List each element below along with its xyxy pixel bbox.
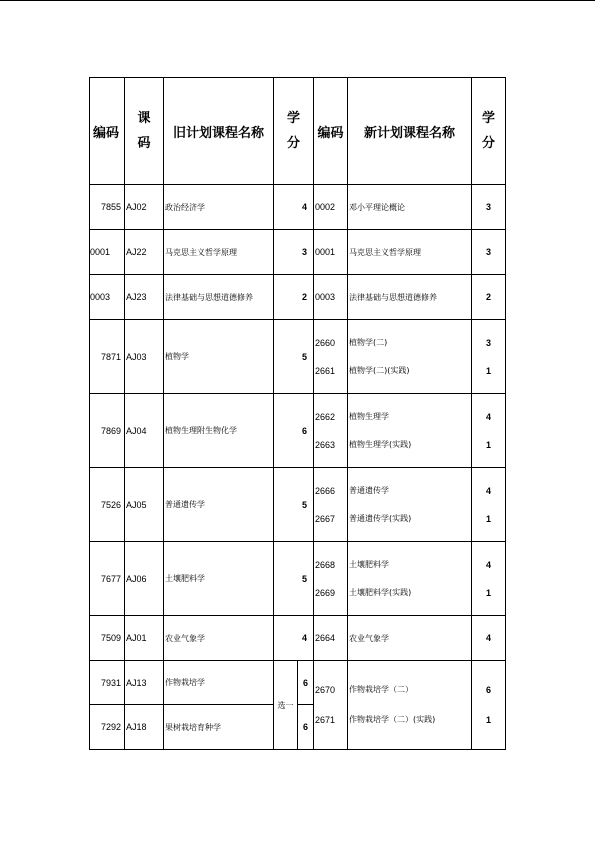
new-code-cell-1: 2667 <box>315 513 336 524</box>
header-course-code <box>125 78 164 185</box>
new-code-cell-0: 2668 <box>315 559 336 570</box>
new-credit-cell-1: 1 <box>486 715 492 725</box>
new-code-cell <box>314 185 348 230</box>
old-name-cell: 农业气象学 <box>164 616 274 661</box>
new-code-cell-0: 0003 <box>315 292 336 302</box>
new-code-cell <box>314 616 348 661</box>
header-new-name: 新计划课程名称 <box>348 78 472 185</box>
new-credit-cell-0: 4 <box>486 559 492 570</box>
new-name-cell-1: 普通遗传学(实践) <box>349 513 412 523</box>
old-code-cell: 7292 <box>90 705 125 750</box>
new-name-cell-0: 植物生理学 <box>349 411 390 421</box>
new-name-cell-1: 土壤肥料学(实践) <box>349 587 412 597</box>
new-name-cell <box>348 468 472 542</box>
table-row <box>90 320 506 394</box>
new-name-cell-1: 植物生理学(实践) <box>349 439 412 449</box>
new-name-cell <box>348 394 472 468</box>
table-row <box>90 542 506 616</box>
new-name-cell-0: 植物学(二) <box>349 337 388 347</box>
new-code-cell-1: 2663 <box>315 439 336 450</box>
course-code-cell: AJ18 <box>125 705 164 750</box>
new-credit-cell-0: 2 <box>486 292 492 302</box>
old-name-cell: 作物栽培学 <box>164 661 274 705</box>
old-credit-cell: 6 <box>298 661 314 705</box>
new-code-cell-0: 2662 <box>315 411 336 422</box>
new-name-cell-0: 普通遗传学 <box>349 485 390 495</box>
new-credit-cell-1: 1 <box>486 513 492 524</box>
new-name-cell-0: 土壤肥料学 <box>349 559 390 569</box>
old-name-cell: 政治经济学 <box>164 185 274 230</box>
old-name-cell: 植物学 <box>164 320 274 394</box>
new-code-cell <box>314 230 348 275</box>
course-code-cell: AJ04 <box>125 394 164 468</box>
course-code-cell: AJ13 <box>125 661 164 705</box>
header-new-credit-b: 分 <box>482 136 496 151</box>
new-code-cell-0: 0001 <box>315 247 336 257</box>
new-code-cell-1: 2671 <box>315 715 336 725</box>
new-name-cell-1: 植物学(二)(实践) <box>349 365 410 375</box>
header-course-code-2: 码 <box>137 136 151 151</box>
new-code-cell <box>314 542 348 616</box>
new-name-cell <box>348 542 472 616</box>
old-code-cell: 7871 <box>90 320 125 394</box>
new-credit-cell <box>472 320 506 394</box>
old-name-cell: 普通遗传学 <box>164 468 274 542</box>
new-credit-cell <box>472 542 506 616</box>
old-credit-cell: 5 <box>274 320 314 394</box>
new-credit-cell-1: 1 <box>486 587 492 598</box>
old-credit-cell: 5 <box>274 468 314 542</box>
new-credit-cell-0: 3 <box>486 337 492 348</box>
new-code-cell <box>314 320 348 394</box>
new-name-cell <box>348 230 472 275</box>
table-row <box>90 468 506 542</box>
new-credit-cell <box>472 616 506 661</box>
new-code-cell-1: 2661 <box>315 365 336 376</box>
old-credit-cell: 5 <box>274 542 314 616</box>
new-credit-cell <box>472 394 506 468</box>
new-credit-cell-1: 1 <box>486 439 492 450</box>
new-code-cell <box>314 661 348 750</box>
new-credit-cell-0: 4 <box>486 411 492 422</box>
new-name-cell-0: 邓小平理论概论 <box>349 202 406 212</box>
new-code-cell-1: 2669 <box>315 587 336 598</box>
new-credit-cell <box>472 661 506 750</box>
header-old-name: 旧计划课程名称 <box>164 78 274 185</box>
new-code-cell-0: 0002 <box>315 202 336 212</box>
course-code-cell: AJ01 <box>125 616 164 661</box>
old-code-cell: 7526 <box>90 468 125 542</box>
old-code-cell: 0003 <box>90 275 125 320</box>
old-name-cell: 马克思主义哲学原理 <box>164 230 274 275</box>
new-code-cell-0: 2664 <box>315 633 336 643</box>
old-code-cell: 7855 <box>90 185 125 230</box>
new-credit-cell <box>472 185 506 230</box>
table-row <box>90 185 506 230</box>
new-name-cell-1: 作物栽培学（二）(实践) <box>349 715 436 724</box>
old-credit-cell: 4 <box>274 185 314 230</box>
table-row <box>90 394 506 468</box>
new-name-cell-0: 作物栽培学（二） <box>349 685 414 694</box>
table-row <box>90 661 506 705</box>
new-credit-cell-0: 4 <box>486 485 492 496</box>
course-code-cell: AJ06 <box>125 542 164 616</box>
new-code-cell <box>314 394 348 468</box>
old-code-cell: 7509 <box>90 616 125 661</box>
old-credit-cell: 2 <box>274 275 314 320</box>
new-credit-cell-0: 3 <box>486 247 492 257</box>
old-credit-cell: 3 <box>274 230 314 275</box>
new-credit-cell-0: 4 <box>486 633 492 643</box>
new-credit-cell <box>472 468 506 542</box>
new-name-cell-0: 法律基础与思想道德修养 <box>349 292 438 302</box>
header-row <box>90 78 506 185</box>
old-name-cell: 果树栽培育种学 <box>164 705 274 750</box>
course-mapping-table <box>89 77 506 750</box>
old-name-cell: 土壤肥料学 <box>164 542 274 616</box>
old-credit-cell: 6 <box>298 705 314 750</box>
new-code-cell <box>314 468 348 542</box>
course-code-cell: AJ03 <box>125 320 164 394</box>
old-code-cell: 7931 <box>90 661 125 705</box>
new-name-cell <box>348 616 472 661</box>
old-name-cell: 法律基础与思想道德修养 <box>164 275 274 320</box>
header-new-code: 编码 <box>314 78 348 185</box>
course-code-cell: AJ23 <box>125 275 164 320</box>
new-name-cell-0: 农业气象学 <box>349 633 390 643</box>
new-code-cell-0: 2660 <box>315 337 336 348</box>
table-row <box>90 275 506 320</box>
new-credit-cell <box>472 230 506 275</box>
new-name-cell-0: 马克思主义哲学原理 <box>349 247 422 257</box>
new-code-cell-0: 2666 <box>315 485 336 496</box>
new-name-cell <box>348 185 472 230</box>
header-course-code-1: 课 <box>137 111 151 126</box>
header-old-credit-a: 学 <box>287 111 301 126</box>
new-name-cell <box>348 275 472 320</box>
new-credit-cell <box>472 275 506 320</box>
header-old-credit-b: 分 <box>287 136 301 151</box>
old-credit-cell: 4 <box>274 616 314 661</box>
table-row <box>90 230 506 275</box>
page-top-rule <box>0 0 595 1</box>
old-code-cell: 0001 <box>90 230 125 275</box>
new-name-cell <box>348 661 472 750</box>
old-code-cell: 7869 <box>90 394 125 468</box>
header-new-credit <box>472 78 506 185</box>
header-old-code: 编码 <box>90 78 125 185</box>
new-code-cell <box>314 275 348 320</box>
new-credit-cell-0: 6 <box>486 685 492 695</box>
new-code-cell-0: 2670 <box>315 685 336 695</box>
old-code-cell: 7677 <box>90 542 125 616</box>
table-row <box>90 616 506 661</box>
old-name-cell: 植物生理附生物化学 <box>164 394 274 468</box>
choose-one-cell: 选一 <box>274 661 298 750</box>
header-new-credit-a: 学 <box>482 111 496 126</box>
header-old-credit <box>274 78 314 185</box>
new-name-cell <box>348 320 472 394</box>
old-credit-cell: 6 <box>274 394 314 468</box>
new-credit-cell-1: 1 <box>486 365 492 376</box>
new-credit-cell-0: 3 <box>486 202 492 212</box>
course-code-cell: AJ05 <box>125 468 164 542</box>
course-code-cell: AJ22 <box>125 230 164 275</box>
course-code-cell: AJ02 <box>125 185 164 230</box>
